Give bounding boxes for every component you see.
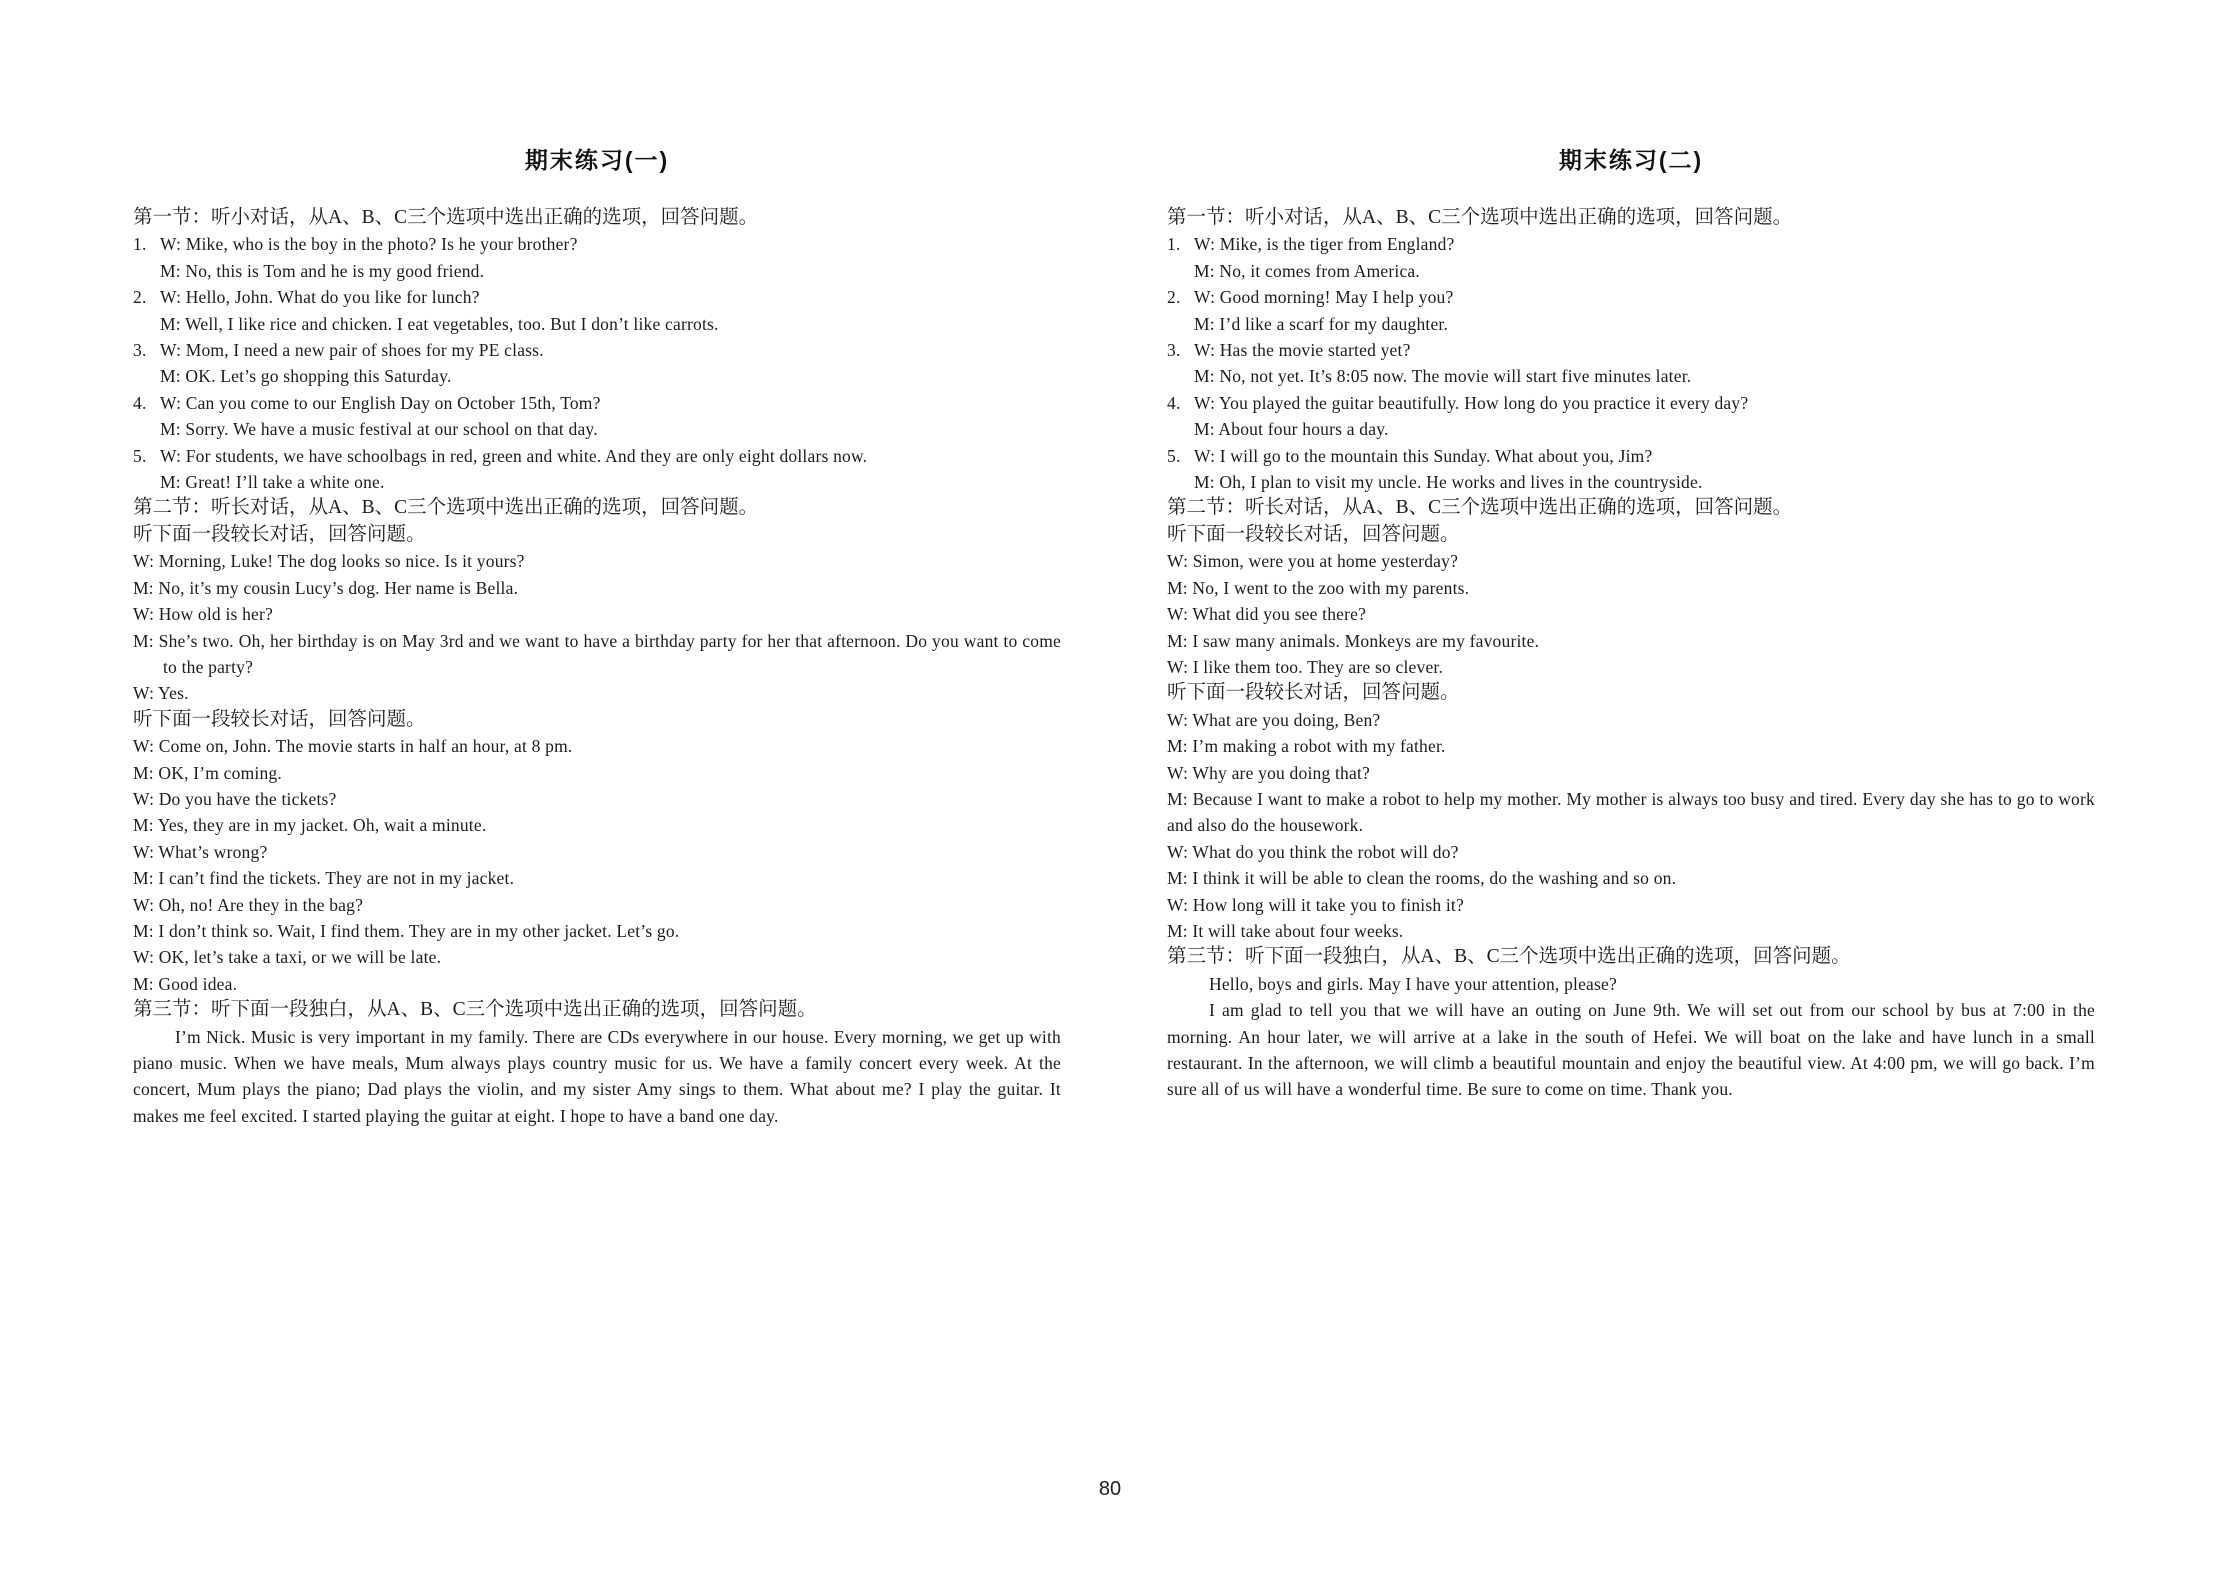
item-number: 1. [133, 234, 147, 255]
transcript-line [133, 443, 1061, 469]
transcript-line: M: No, I went to the zoo with my parents. [1167, 577, 1470, 598]
transcript-line: M: Because I want to make a robot to help my mother. My mother is always too busy and tired. Every day she has to go to work and also do the housework. [1167, 788, 2095, 836]
transcript-line: 第二节：听长对话，从A、B、C三个选项中选出正确的选项，回答问题。 [1167, 497, 1793, 519]
transcript-line: W: Simon, were you at home yesterday? [1167, 551, 1459, 572]
item-number: 5. [1167, 445, 1181, 466]
transcript-line: M: Well, I like rice and chicken. I eat vegetables, too. But I don’t like carrots. [160, 313, 719, 334]
page-number: 80 [1098, 1478, 1122, 1500]
item-number: 5. [133, 445, 147, 466]
transcript-line: M: I’d like a scarf for my daughter. [1194, 313, 1449, 334]
transcript-line: 第一节：听小对话，从A、B、C三个选项中选出正确的选项，回答问题。 [133, 207, 759, 228]
utterance-text: W: Hello, John. What do you like for lunch? [160, 287, 480, 308]
transcript-line: W: I like them too. They are so clever. [1167, 656, 1444, 677]
transcript-line: M: I saw many animals. Monkeys are my favourite. [1167, 630, 1540, 651]
transcript-line: 第三节：听下面一段独白，从A、B、C三个选项中选出正确的选项，回答问题。 [1167, 946, 1851, 968]
transcript-line: I am glad to tell you that we will have an outing on June 9th. We will set out from our school by bus at 7:00 in the morning. An hour later, we will arrive at a lake in the south of Hefei. We will boat on the lake and have lunch in a small restaurant. In the afternoon, we will climb a beautiful mountain and enjoy the beautiful view. At 4:00 pm, we will go back. I’m sure all of us will have a wonderful time. Be sure to come on time. Thank you. [1167, 1000, 2095, 1100]
item-number: 3. [1167, 340, 1181, 361]
transcript-line: M: Great! I’ll take a white one. [160, 472, 385, 493]
transcript-line: M: No, it comes from America. [1194, 260, 1420, 281]
transcript-line [1167, 231, 2095, 257]
transcript-line: M: She’s two. Oh, her birthday is on May 3rd and we want to have a birthday party for her that afternoon. Do you want to come to the party? [133, 630, 1061, 677]
transcript-line: W: What’s wrong? [133, 841, 268, 862]
exercise-two-title: 期末练习(二) [1558, 147, 1704, 173]
transcript-line [1167, 284, 2095, 310]
transcript-line: M: About four hours a day. [1194, 419, 1389, 440]
item-number: 2. [133, 287, 147, 308]
exercise-one-transcript [133, 205, 1061, 1129]
transcript-line: 第三节：听下面一段独白，从A、B、C三个选项中选出正确的选项，回答问题。 [133, 999, 817, 1021]
transcript-line: M: OK, I’m coming. [133, 762, 282, 783]
transcript-line: W: OK, let’s take a taxi, or we will be late. [133, 947, 442, 968]
transcript-line [133, 390, 1061, 416]
utterance-text: W: I will go to the mountain this Sunday. What about you, Jim? [1194, 445, 1653, 466]
column-exercise-two [1167, 142, 2095, 1103]
transcript-line: M: I’m making a robot with my father. [1167, 736, 1446, 757]
item-number: 4. [133, 392, 147, 413]
transcript-line: W: Why are you doing that? [1167, 762, 1370, 783]
column-exercise-one [133, 142, 1061, 1129]
transcript-line: M: No, this is Tom and he is my good friend. [160, 260, 485, 281]
transcript-line: 听下面一段较长对话，回答问题。 [133, 523, 426, 545]
transcript-line: M: OK. Let’s go shopping this Saturday. [160, 366, 452, 387]
transcript-line: 听下面一段较长对话，回答问题。 [133, 708, 426, 730]
transcript-line: M: Good idea. [133, 973, 238, 994]
transcript-line: M: I can’t find the tickets. They are not in my jacket. [133, 868, 515, 889]
transcript-line [1167, 337, 2095, 363]
transcript-line: W: Come on, John. The movie starts in half an hour, at 8 pm. [133, 736, 573, 757]
transcript-line: M: It will take about four weeks. [1167, 920, 1404, 941]
transcript-line [133, 337, 1061, 363]
transcript-line: M: No, it’s my cousin Lucy’s dog. Her name is Bella. [133, 577, 519, 598]
transcript-line [1167, 443, 2095, 469]
exercise-two-transcript [1167, 205, 2095, 1103]
transcript-line: M: Oh, I plan to visit my uncle. He works and lives in the countryside. [1194, 472, 1703, 493]
transcript-line: M: Yes, they are in my jacket. Oh, wait a minute. [133, 815, 487, 836]
item-number: 1. [1167, 234, 1181, 255]
transcript-line [133, 284, 1061, 310]
transcript-line: 第一节：听小对话，从A、B、C三个选项中选出正确的选项，回答问题。 [1167, 207, 1793, 228]
exercise-one-title: 期末练习(一) [524, 147, 670, 173]
transcript-line: W: Yes. [133, 683, 189, 704]
utterance-text: W: You played the guitar beautifully. How long do you practice it every day? [1194, 392, 1749, 413]
item-number: 4. [1167, 392, 1181, 413]
transcript-line [1167, 390, 2095, 416]
transcript-line [133, 231, 1061, 257]
utterance-text: W: For students, we have schoolbags in red, green and white. And they are only eight dollars now. [160, 445, 868, 466]
transcript-line: Hello, boys and girls. May I have your attention, please? [1209, 973, 1617, 994]
transcript-line: 听下面一段较长对话，回答问题。 [1167, 523, 1460, 545]
utterance-text: W: Mike, who is the boy in the photo? Is he your brother? [160, 234, 578, 255]
utterance-text: W: Mom, I need a new pair of shoes for my PE class. [160, 340, 544, 361]
transcript-line: W: What do you think the robot will do? [1167, 841, 1459, 862]
transcript-line: W: Do you have the tickets? [133, 788, 337, 809]
transcript-line: M: I think it will be able to clean the rooms, do the washing and so on. [1167, 868, 1677, 889]
transcript-line: W: What are you doing, Ben? [1167, 709, 1381, 730]
utterance-text: W: Can you come to our English Day on October 15th, Tom? [160, 392, 601, 413]
transcript-line: M: Sorry. We have a music festival at our school on that day. [160, 419, 598, 440]
transcript-line: M: No, not yet. It’s 8:05 now. The movie will start five minutes later. [1194, 366, 1692, 387]
item-number: 2. [1167, 287, 1181, 308]
transcript-line: W: How long will it take you to finish it? [1167, 894, 1464, 915]
transcript-line: 第二节：听长对话，从A、B、C三个选项中选出正确的选项，回答问题。 [133, 497, 759, 519]
transcript-line: M: I don’t think so. Wait, I find them. They are in my other jacket. Let’s go. [133, 920, 680, 941]
transcript-line: W: Morning, Luke! The dog looks so nice. Is it yours? [133, 551, 525, 572]
transcript-line: W: What did you see there? [1167, 604, 1367, 625]
utterance-text: W: Has the movie started yet? [1194, 340, 1411, 361]
utterance-text: W: Good morning! May I help you? [1194, 287, 1454, 308]
transcript-line: W: How old is her? [133, 604, 274, 625]
transcript-line: 听下面一段较长对话，回答问题。 [1167, 682, 1460, 704]
transcript-line: I’m Nick. Music is very important in my family. There are CDs everywhere in our house. Every morning, we get up with piano music. When we have meals, Mum always plays country music for us. We have a family concert every week. At the concert, Mum plays the piano; Dad plays the violin, and my sister Amy sings to them. What about me? I play the guitar. It makes me feel excited. I started playing the guitar at eight. I hope to have a band one day. [133, 1026, 1061, 1126]
utterance-text: W: Mike, is the tiger from England? [1194, 234, 1455, 255]
item-number: 3. [133, 340, 147, 361]
transcript-line: W: Oh, no! Are they in the bag? [133, 894, 364, 915]
